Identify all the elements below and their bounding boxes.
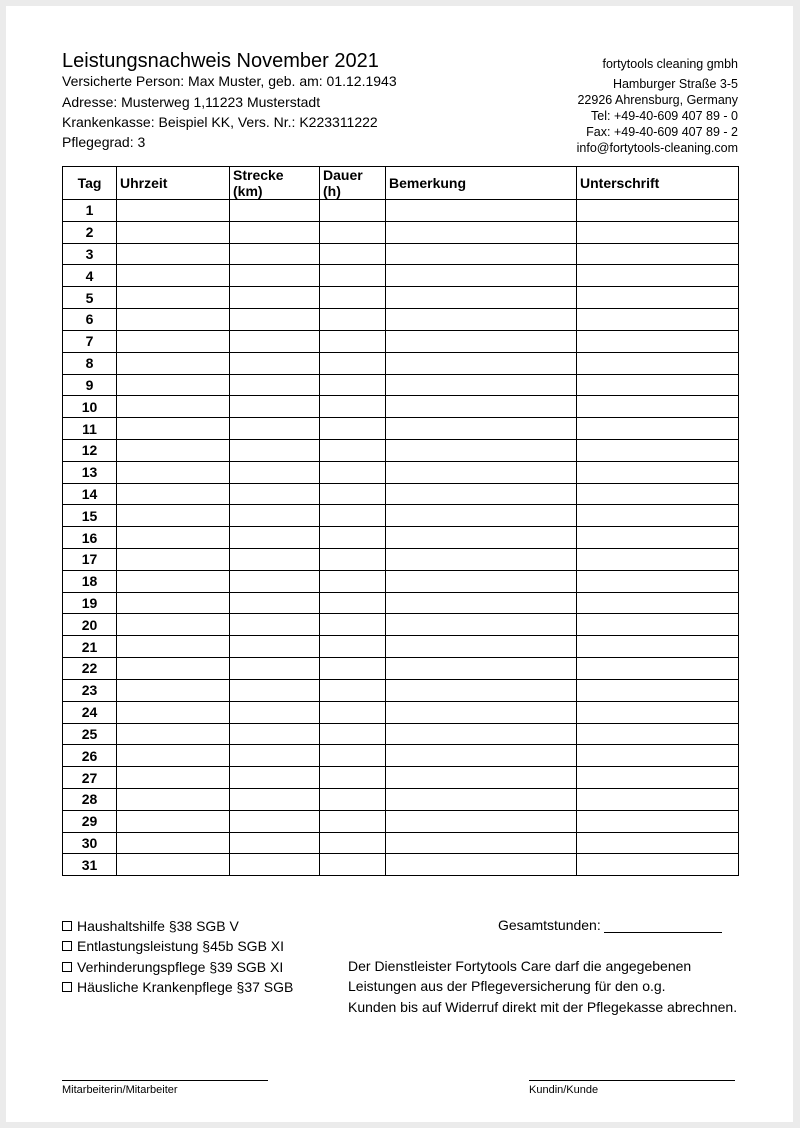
checkbox-icon[interactable] bbox=[62, 921, 72, 931]
remark-cell[interactable] bbox=[386, 570, 577, 592]
distance-cell[interactable] bbox=[230, 352, 320, 374]
time-cell[interactable] bbox=[117, 592, 230, 614]
checkbox-icon[interactable] bbox=[62, 941, 72, 951]
time-cell[interactable] bbox=[117, 767, 230, 789]
table-row bbox=[63, 745, 739, 767]
company-street: Hamburger Straße 3-5 bbox=[612, 77, 738, 91]
day-cell: 18 bbox=[63, 570, 117, 592]
distance-cell[interactable] bbox=[230, 200, 320, 222]
table-row bbox=[63, 243, 739, 265]
table-row bbox=[63, 549, 739, 571]
day-cell: 27 bbox=[63, 767, 117, 789]
distance-cell[interactable] bbox=[230, 483, 320, 505]
duration-cell[interactable] bbox=[320, 287, 386, 309]
remark-cell[interactable] bbox=[386, 658, 577, 680]
day-cell: 13 bbox=[63, 461, 117, 483]
signature-cell[interactable] bbox=[577, 701, 739, 723]
distance-cell[interactable] bbox=[230, 374, 320, 396]
distance-cell[interactable] bbox=[230, 810, 320, 832]
billing-note-line: Der Dienstleister Fortytools Care darf die angegebenen bbox=[348, 958, 692, 974]
table-row bbox=[63, 701, 739, 723]
distance-cell[interactable] bbox=[230, 527, 320, 549]
distance-cell[interactable] bbox=[230, 309, 320, 331]
day-cell: 28 bbox=[63, 788, 117, 810]
distance-cell[interactable] bbox=[230, 592, 320, 614]
duration-cell[interactable] bbox=[320, 767, 386, 789]
table-row bbox=[63, 832, 739, 854]
signature-cell[interactable] bbox=[577, 549, 739, 571]
duration-cell[interactable] bbox=[320, 549, 386, 571]
distance-cell[interactable] bbox=[230, 701, 320, 723]
remark-cell[interactable] bbox=[386, 483, 577, 505]
remark-cell[interactable] bbox=[386, 505, 577, 527]
distance-cell[interactable] bbox=[230, 505, 320, 527]
time-cell[interactable] bbox=[117, 265, 230, 287]
day-cell: 31 bbox=[63, 854, 117, 876]
distance-cell[interactable] bbox=[230, 461, 320, 483]
signature-cell[interactable] bbox=[577, 810, 739, 832]
time-cell[interactable] bbox=[117, 200, 230, 222]
time-cell[interactable] bbox=[117, 745, 230, 767]
remark-cell[interactable] bbox=[386, 439, 577, 461]
checkbox-icon[interactable] bbox=[62, 962, 72, 972]
distance-cell[interactable] bbox=[230, 439, 320, 461]
remark-cell[interactable] bbox=[386, 330, 577, 352]
distance-cell[interactable] bbox=[230, 679, 320, 701]
time-cell[interactable] bbox=[117, 701, 230, 723]
checkbox-icon[interactable] bbox=[62, 982, 72, 992]
day-cell: 9 bbox=[63, 374, 117, 396]
day-cell: 15 bbox=[63, 505, 117, 527]
signature-cell[interactable] bbox=[577, 832, 739, 854]
duration-cell[interactable] bbox=[320, 658, 386, 680]
remark-cell[interactable] bbox=[386, 396, 577, 418]
distance-cell[interactable] bbox=[230, 832, 320, 854]
table-row bbox=[63, 287, 739, 309]
remark-cell[interactable] bbox=[386, 810, 577, 832]
remark-cell[interactable] bbox=[386, 636, 577, 658]
day-cell: 10 bbox=[63, 396, 117, 418]
table-row bbox=[63, 614, 739, 636]
remark-cell[interactable] bbox=[386, 287, 577, 309]
day-cell: 2 bbox=[63, 221, 117, 243]
day-cell: 8 bbox=[63, 352, 117, 374]
duration-cell[interactable] bbox=[320, 483, 386, 505]
time-cell[interactable] bbox=[117, 287, 230, 309]
time-cell[interactable] bbox=[117, 832, 230, 854]
distance-cell[interactable] bbox=[230, 788, 320, 810]
duration-cell[interactable] bbox=[320, 309, 386, 331]
service-option-label: Häusliche Krankenpflege §37 SGB bbox=[77, 978, 294, 995]
day-cell: 6 bbox=[63, 309, 117, 331]
table-row bbox=[63, 418, 739, 440]
signature-cell[interactable] bbox=[577, 788, 739, 810]
duration-cell[interactable] bbox=[320, 352, 386, 374]
remark-cell[interactable] bbox=[386, 614, 577, 636]
time-cell[interactable] bbox=[117, 679, 230, 701]
company-email: info@fortytools-cleaning.com bbox=[576, 141, 738, 155]
day-cell: 3 bbox=[63, 243, 117, 265]
duration-cell[interactable] bbox=[320, 505, 386, 527]
remark-cell[interactable] bbox=[386, 527, 577, 549]
distance-cell[interactable] bbox=[230, 265, 320, 287]
time-cell[interactable] bbox=[117, 549, 230, 571]
remark-cell[interactable] bbox=[386, 854, 577, 876]
time-cell[interactable] bbox=[117, 788, 230, 810]
column-header: Bemerkung bbox=[386, 167, 577, 200]
distance-cell[interactable] bbox=[230, 221, 320, 243]
column-header: Strecke (km) bbox=[230, 167, 320, 200]
time-cell[interactable] bbox=[117, 439, 230, 461]
table-row bbox=[63, 200, 739, 222]
signature-cell[interactable] bbox=[577, 243, 739, 265]
table-row bbox=[63, 265, 739, 287]
time-cell[interactable] bbox=[117, 330, 230, 352]
day-cell: 26 bbox=[63, 745, 117, 767]
service-option-label: Verhinderungspflege §39 SGB XI bbox=[77, 958, 284, 975]
signature-cell[interactable] bbox=[577, 483, 739, 505]
day-cell: 23 bbox=[63, 679, 117, 701]
signature-cell[interactable] bbox=[577, 439, 739, 461]
billing-note-line: Kunden bis auf Widerruf direkt mit der Pflegekasse abrechnen. bbox=[348, 998, 738, 1015]
duration-cell[interactable] bbox=[320, 723, 386, 745]
signature-cell[interactable] bbox=[577, 636, 739, 658]
table-row bbox=[63, 854, 739, 876]
signature-cell[interactable] bbox=[577, 679, 739, 701]
service-option[interactable] bbox=[62, 916, 293, 936]
table-row bbox=[63, 636, 739, 658]
distance-cell[interactable] bbox=[230, 243, 320, 265]
table-row bbox=[63, 439, 739, 461]
day-cell: 17 bbox=[63, 549, 117, 571]
signature-cell[interactable] bbox=[577, 658, 739, 680]
duration-cell[interactable] bbox=[320, 374, 386, 396]
signature-label: Kundin/Kunde bbox=[529, 1084, 599, 1096]
duration-cell[interactable] bbox=[320, 570, 386, 592]
service-type-list bbox=[62, 916, 293, 997]
remark-cell[interactable] bbox=[386, 549, 577, 571]
employee-signature bbox=[62, 1080, 268, 1096]
service-option-label: Entlastungsleistung §45b SGB XI bbox=[77, 938, 285, 955]
time-cell[interactable] bbox=[117, 461, 230, 483]
signature-cell[interactable] bbox=[577, 570, 739, 592]
duration-cell[interactable] bbox=[320, 265, 386, 287]
table-row bbox=[63, 374, 739, 396]
signature-cell[interactable] bbox=[577, 592, 739, 614]
day-cell: 4 bbox=[63, 265, 117, 287]
remark-cell[interactable] bbox=[386, 745, 577, 767]
table-row bbox=[63, 483, 739, 505]
distance-cell[interactable] bbox=[230, 330, 320, 352]
insured-person: Versicherte Person: Max Muster, geb. am: 01.12.1943 bbox=[62, 73, 397, 89]
signature-cell[interactable] bbox=[577, 614, 739, 636]
table-row bbox=[63, 330, 739, 352]
table-row bbox=[63, 810, 739, 832]
table-row bbox=[63, 592, 739, 614]
table-row bbox=[63, 679, 739, 701]
signature-cell[interactable] bbox=[577, 745, 739, 767]
signature-cell[interactable] bbox=[577, 767, 739, 789]
time-cell[interactable] bbox=[117, 505, 230, 527]
day-cell: 7 bbox=[63, 330, 117, 352]
table-row bbox=[63, 309, 739, 331]
service-option[interactable] bbox=[62, 957, 293, 977]
signature-cell[interactable] bbox=[577, 374, 739, 396]
distance-cell[interactable] bbox=[230, 745, 320, 767]
time-cell[interactable] bbox=[117, 374, 230, 396]
day-cell: 16 bbox=[63, 527, 117, 549]
duration-cell[interactable] bbox=[320, 614, 386, 636]
remark-cell[interactable] bbox=[386, 592, 577, 614]
day-cell: 20 bbox=[63, 614, 117, 636]
customer-signature bbox=[529, 1080, 735, 1096]
duration-cell[interactable] bbox=[320, 592, 386, 614]
distance-cell[interactable] bbox=[230, 658, 320, 680]
billing-note bbox=[348, 956, 737, 1017]
duration-cell[interactable] bbox=[320, 461, 386, 483]
duration-cell[interactable] bbox=[320, 679, 386, 701]
day-cell: 29 bbox=[63, 810, 117, 832]
day-cell: 1 bbox=[63, 200, 117, 222]
company-block bbox=[577, 56, 738, 156]
remark-cell[interactable] bbox=[386, 221, 577, 243]
day-cell: 21 bbox=[63, 636, 117, 658]
distance-cell[interactable] bbox=[230, 396, 320, 418]
table-row bbox=[63, 221, 739, 243]
time-cell[interactable] bbox=[117, 810, 230, 832]
remark-cell[interactable] bbox=[386, 723, 577, 745]
signature-cell[interactable] bbox=[577, 352, 739, 374]
distance-cell[interactable] bbox=[230, 614, 320, 636]
signature-line[interactable] bbox=[62, 1080, 268, 1081]
signature-cell[interactable] bbox=[577, 330, 739, 352]
signature-cell[interactable] bbox=[577, 287, 739, 309]
remark-cell[interactable] bbox=[386, 374, 577, 396]
time-cell[interactable] bbox=[117, 396, 230, 418]
day-cell: 11 bbox=[63, 418, 117, 440]
time-cell[interactable] bbox=[117, 243, 230, 265]
signature-cell[interactable] bbox=[577, 396, 739, 418]
table-row bbox=[63, 352, 739, 374]
day-cell: 19 bbox=[63, 592, 117, 614]
table-row bbox=[63, 396, 739, 418]
duration-cell[interactable] bbox=[320, 527, 386, 549]
insurance: Krankenkasse: Beispiel KK, Vers. Nr.: K223311222 bbox=[62, 114, 378, 130]
duration-cell[interactable] bbox=[320, 439, 386, 461]
signature-cell[interactable] bbox=[577, 854, 739, 876]
table-row bbox=[63, 723, 739, 745]
table-row bbox=[63, 788, 739, 810]
total-hours-field[interactable] bbox=[604, 932, 722, 933]
time-cell[interactable] bbox=[117, 527, 230, 549]
company-fax: Fax: +49-40-609 407 89 - 2 bbox=[586, 125, 738, 139]
duration-cell[interactable] bbox=[320, 636, 386, 658]
table-row bbox=[63, 527, 739, 549]
service-option[interactable] bbox=[62, 977, 293, 997]
signature-cell[interactable] bbox=[577, 418, 739, 440]
document-page bbox=[6, 6, 793, 1122]
remark-cell[interactable] bbox=[386, 352, 577, 374]
column-header: Dauer (h) bbox=[320, 167, 386, 200]
distance-cell[interactable] bbox=[230, 549, 320, 571]
billing-note-line: Leistungen aus der Pflegeversicherung für den o.g. bbox=[348, 978, 666, 995]
total-hours bbox=[498, 917, 722, 933]
signature-cell[interactable] bbox=[577, 527, 739, 549]
remark-cell[interactable] bbox=[386, 461, 577, 483]
time-cell[interactable] bbox=[117, 309, 230, 331]
table-row bbox=[63, 461, 739, 483]
signature-cell[interactable] bbox=[577, 200, 739, 222]
table-row bbox=[63, 570, 739, 592]
remark-cell[interactable] bbox=[386, 243, 577, 265]
distance-cell[interactable] bbox=[230, 418, 320, 440]
company-tel: Tel: +49-40-609 407 89 - 0 bbox=[591, 109, 738, 123]
remark-cell[interactable] bbox=[386, 701, 577, 723]
duration-cell[interactable] bbox=[320, 200, 386, 222]
signature-cell[interactable] bbox=[577, 221, 739, 243]
signature-cell[interactable] bbox=[577, 461, 739, 483]
day-cell: 30 bbox=[63, 832, 117, 854]
page-title: Leistungsnachweis November 2021 bbox=[62, 50, 379, 72]
duration-cell[interactable] bbox=[320, 243, 386, 265]
duration-cell[interactable] bbox=[320, 221, 386, 243]
distance-cell[interactable] bbox=[230, 854, 320, 876]
time-cell[interactable] bbox=[117, 658, 230, 680]
duration-cell[interactable] bbox=[320, 745, 386, 767]
table-row bbox=[63, 658, 739, 680]
time-cell[interactable] bbox=[117, 636, 230, 658]
duration-cell[interactable] bbox=[320, 396, 386, 418]
day-cell: 25 bbox=[63, 723, 117, 745]
distance-cell[interactable] bbox=[230, 636, 320, 658]
time-cell[interactable] bbox=[117, 483, 230, 505]
distance-cell[interactable] bbox=[230, 767, 320, 789]
signature-label: Mitarbeiterin/Mitarbeiter bbox=[62, 1084, 178, 1096]
duration-cell[interactable] bbox=[320, 854, 386, 876]
table-row bbox=[63, 767, 739, 789]
time-cell[interactable] bbox=[117, 221, 230, 243]
signature-cell[interactable] bbox=[577, 723, 739, 745]
table-row bbox=[63, 505, 739, 527]
column-header: Tag bbox=[63, 167, 117, 200]
time-cell[interactable] bbox=[117, 352, 230, 374]
remark-cell[interactable] bbox=[386, 309, 577, 331]
time-cell[interactable] bbox=[117, 418, 230, 440]
service-option-label: Haushaltshilfe §38 SGB V bbox=[77, 918, 239, 934]
day-cell: 24 bbox=[63, 701, 117, 723]
table-header-row bbox=[63, 167, 739, 200]
remark-cell[interactable] bbox=[386, 418, 577, 440]
day-cell: 14 bbox=[63, 483, 117, 505]
remark-cell[interactable] bbox=[386, 788, 577, 810]
address: Adresse: Musterweg 1,11223 Musterstadt bbox=[62, 94, 321, 110]
time-cell[interactable] bbox=[117, 723, 230, 745]
remark-cell[interactable] bbox=[386, 679, 577, 701]
column-header: Uhrzeit bbox=[117, 167, 230, 200]
time-cell[interactable] bbox=[117, 614, 230, 636]
time-cell[interactable] bbox=[117, 570, 230, 592]
remark-cell[interactable] bbox=[386, 767, 577, 789]
service-log-table bbox=[62, 166, 739, 876]
remark-cell[interactable] bbox=[386, 265, 577, 287]
company-name: fortytools cleaning gmbh bbox=[602, 57, 738, 71]
column-header: Unterschrift bbox=[577, 167, 739, 200]
duration-cell[interactable] bbox=[320, 788, 386, 810]
duration-cell[interactable] bbox=[320, 810, 386, 832]
day-cell: 22 bbox=[63, 658, 117, 680]
remark-cell[interactable] bbox=[386, 200, 577, 222]
duration-cell[interactable] bbox=[320, 832, 386, 854]
duration-cell[interactable] bbox=[320, 418, 386, 440]
distance-cell[interactable] bbox=[230, 287, 320, 309]
signature-line[interactable] bbox=[529, 1080, 735, 1081]
total-hours-label: Gesamtstunden: bbox=[498, 917, 601, 933]
signature-cell[interactable] bbox=[577, 505, 739, 527]
signature-cell[interactable] bbox=[577, 309, 739, 331]
care-level: Pflegegrad: 3 bbox=[62, 134, 146, 150]
time-cell[interactable] bbox=[117, 854, 230, 876]
duration-cell[interactable] bbox=[320, 701, 386, 723]
distance-cell[interactable] bbox=[230, 570, 320, 592]
signature-cell[interactable] bbox=[577, 265, 739, 287]
day-cell: 5 bbox=[63, 287, 117, 309]
company-city: 22926 Ahrensburg, Germany bbox=[577, 93, 738, 107]
distance-cell[interactable] bbox=[230, 723, 320, 745]
remark-cell[interactable] bbox=[386, 832, 577, 854]
duration-cell[interactable] bbox=[320, 330, 386, 352]
service-option[interactable] bbox=[62, 936, 293, 956]
day-cell: 12 bbox=[63, 439, 117, 461]
